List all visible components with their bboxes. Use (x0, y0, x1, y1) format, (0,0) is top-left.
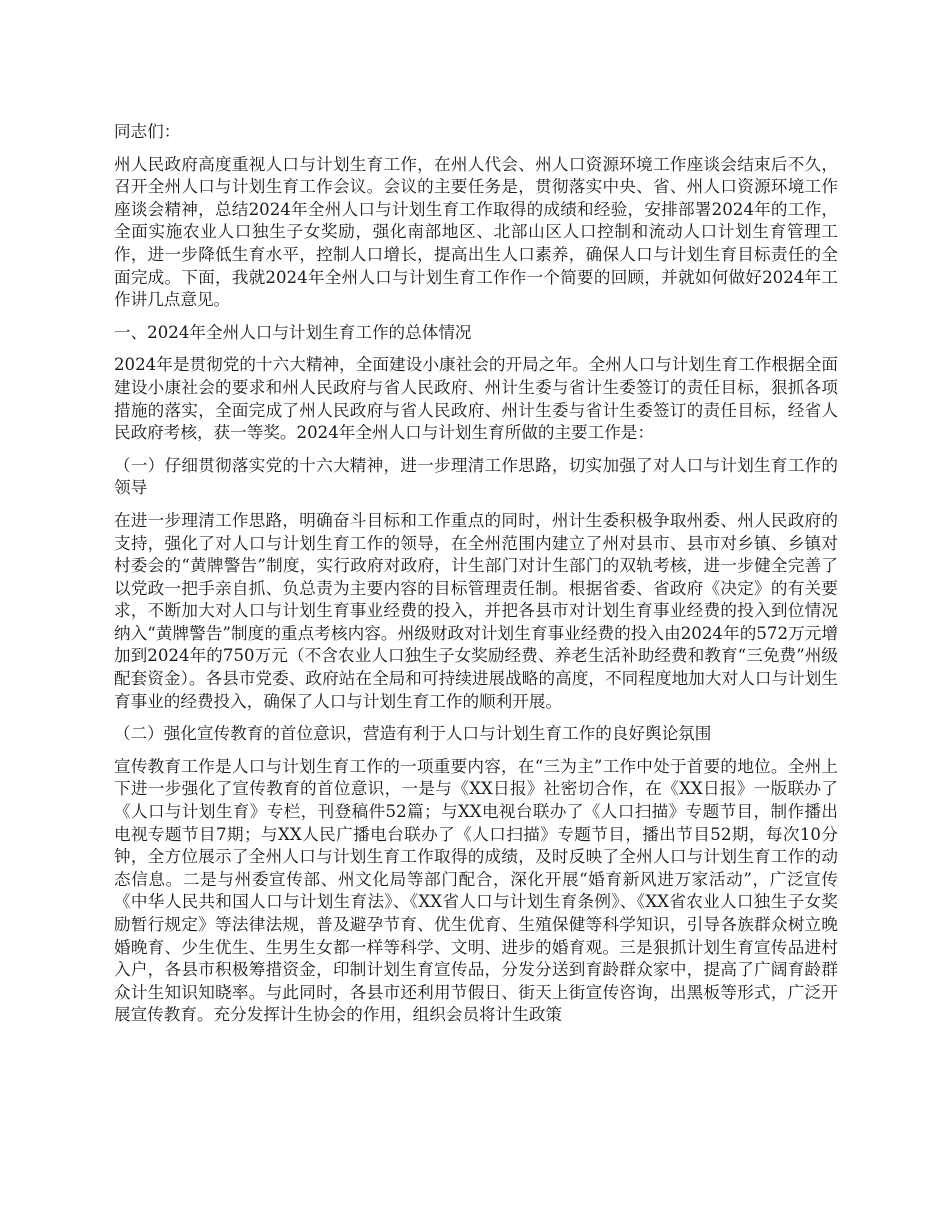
subsection2-paragraph: 宣传教育工作是人口与计划生育工作的一项重要内容，在“三为主”工作中处于首要的地位。全州上下进一步强化了宣传教育的首位意识，一是与《XX日报》社密切合作，在《XX日报》一版联办了《人口与计划生育》专栏，刊登稿件52篇；与XX电视台联办了《人口扫描》专题节目，制作播出电视专题节目7期；与XX人民广播电台联办了《人口扫描》专题节目，播出节目52期，每次10分钟，全方位展示了全州人口与计划生育工作取得的成绩，及时反映了全州人口与计划生育工作的动态信息。二是与州委宣传部、州文化局等部门配合，深化开展“婚育新风进万家活动”，广泛宣传《中华人民共和国人口与计划生育法》、《XX省人口与计划生育条例》、《XX省农业人口独生子女奖励暂行规定》等法律法规，普及避孕节育、优生优育、生殖保健等科学知识，引导各族群众树立晚婚晚育、少生优生、生男生女都一样等科学、文明、进步的婚育观。三是狠抓计划生育宣传品进村入户，各县市积极筹措资金，印制计划生育宣传品，分发分送到育龄群众家中，提高了广阔育龄群众计生知识知晓率。与此同时，各县市还利用节假日、街天上街宣传咨询，出黑板等形式，广泛开展宣传教育。充分发挥计生协会的作用，组织会员将计生政策 (114, 756, 838, 1025)
section1-paragraph: 2024年是贯彻党的十六大精神，全面建设小康社会的开局之年。全州人口与计划生育工作根据全面建设小康社会的要求和州人民政府与省人民政府、州计生委与省计生委签订的责任目标，狠抓各项措施的落实，全面完成了州人民政府与省人民政府、州计生委与省计生委签订的责任目标，经省人民政府考核，获一等奖。2024年全州人口与计划生育所做的主要工作是： (114, 355, 838, 443)
document-page (114, 121, 838, 1027)
subsection1-heading: （一）仔细贯彻落实党的十六大精神，进一步理清工作思路，切实加强了对人口与计划生育工作的领导 (114, 455, 838, 498)
section1-heading: 一、2024年全州人口与计划生育工作的总体情况 (114, 322, 472, 342)
subsection1-paragraph: 在进一步理清工作思路，明确奋斗目标和工作重点的同时，州计生委积极争取州委、州人民政府的支持，强化了对人口与计划生育工作的领导，在全州范围内建立了州对县市、县市对乡镇、乡镇对村委会的“黄牌警告”制度，实行政府对政府，计生部门对计生部门的双轨考核，进一步健全完善了以党政一把手亲自抓、负总责为主要内容的目标管理责任制。根据省委、省政府《决定》的有关要求，不断加大对人口与计划生育事业经费的投入，并把各县市对计划生育事业经费的投入到位情况纳入“黄牌警告”制度的重点考核内容。州级财政对计划生育事业经费的投入由2024年的572万元增加到2024年的750万元（不含农业人口独生子女奖励经费、养老生活补助经费和教育“三免费”州级配套资金）。各县市党委、政府站在全局和可持续进展战略的高度，不同程度地加大对人口与计划生育事业的经费投入，确保了人口与计划生育工作的顺利开展。 (114, 510, 838, 711)
subsection2-heading: （二）强化宣传教育的首位意识，营造有利于人口与计划生育工作的良好舆论氛围 (114, 724, 712, 744)
intro-paragraph: 州人民政府高度重视人口与计划生育工作，在州人代会、州人口资源环境工作座谈会结束后不久，召开全州人口与计划生育工作会议。会议的主要任务是，贯彻落实中央、省、州人口资源环境工作座谈会精神，总结2024年全州人口与计划生育工作取得的成绩和经验，安排部署2024年的工作，全面实施农业人口独生子女奖励，强化南部地区、北部山区人口控制和流动人口计划生育管理工作，进一步降低生育水平，控制人口增长，提高出生人口素养，确保人口与计划生育目标责任的全面完成。下面，我就2024年全州人口与计划生育工作作一个简要的回顾，并就如何做好2024年工作讲几点意见。 (114, 154, 838, 310)
salutation: 同志们： (114, 122, 181, 141)
